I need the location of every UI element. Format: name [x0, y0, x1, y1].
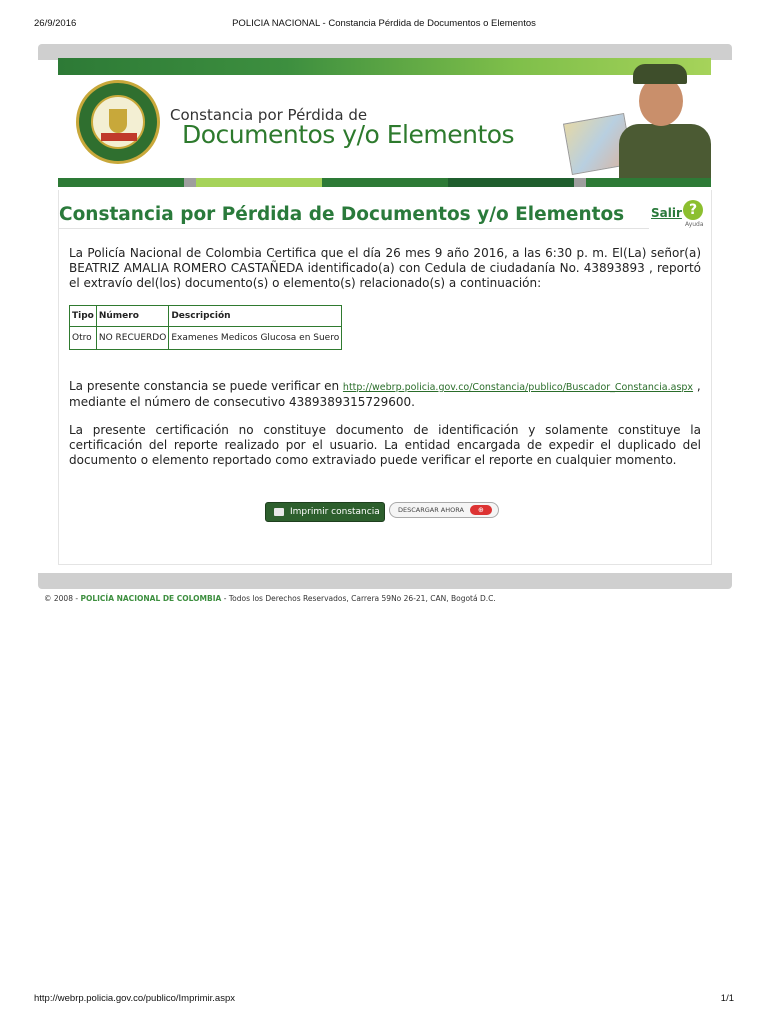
cell-numero: NO RECUERDO	[96, 327, 168, 350]
main-content	[58, 190, 712, 565]
officer-cap	[633, 64, 687, 84]
help-icon[interactable]: ?	[683, 200, 703, 220]
banner-stripe	[184, 178, 196, 187]
print-button[interactable]	[265, 502, 385, 522]
table-header-row	[70, 306, 342, 327]
column-header-tipo: Tipo	[70, 306, 97, 327]
banner-color-stripes	[58, 178, 711, 187]
banner-stripe	[586, 178, 711, 187]
verify-consecutive: mediante el número de consecutivo 4389389315729600.	[69, 395, 415, 409]
copyright-footer	[44, 594, 496, 603]
heading-divider	[59, 228, 649, 229]
copyright-org: POLICÍA NACIONAL DE COLOMBIA	[80, 594, 222, 603]
verify-suffix: ,	[693, 379, 701, 393]
column-header-descripcion: Descripción	[169, 306, 342, 327]
help-label: Ayuda	[685, 221, 704, 228]
disclaimer-text: La presente certificación no constituye documento de identificación y solamente constituye la certificación del reporte realizado por el usuario. La entidad encargada de expedir el duplicado del documento o elemento reportado como extraviado puede verificar el reporte en cualquier momento.	[69, 423, 701, 467]
print-title: POLICIA NACIONAL - Constancia Pérdida de Documentos o Elementos	[232, 18, 536, 29]
download-icon: ⊕	[470, 505, 492, 515]
seal-inner	[91, 95, 145, 149]
printer-icon	[274, 508, 284, 516]
header-banner	[58, 58, 711, 188]
cell-descripcion: Examenes Medicos Glucosa en Suero	[169, 327, 342, 350]
download-button-label: DESCARGAR AHORA	[398, 506, 464, 514]
banner-headline: Documentos y/o Elementos	[182, 120, 515, 149]
cell-tipo: Otro	[70, 327, 97, 350]
column-header-numero: Número	[96, 306, 168, 327]
banner-stripe	[196, 178, 322, 187]
verify-link[interactable]: http://webrp.policia.gov.co/Constancia/publico/Buscador_Constancia.aspx	[342, 382, 694, 393]
print-date: 26/9/2016	[34, 18, 77, 29]
verification-text	[69, 379, 701, 410]
banner-kicker: Constancia por Pérdida de	[170, 106, 368, 124]
verify-prefix: La presente constancia se puede verificar en	[69, 379, 340, 393]
copyright-prefix: © 2008 -	[44, 594, 81, 603]
police-seal-logo	[76, 80, 160, 164]
seal-shield-icon	[109, 109, 127, 133]
banner-stripe	[58, 178, 184, 187]
seal-ribbon	[101, 133, 137, 141]
print-url: http://webrp.policia.gov.co/publico/Imprimir.aspx	[34, 993, 235, 1004]
certification-text: La Policía Nacional de Colombia Certifica que el día 26 mes 9 año 2016, a las 6:30 p. m. El(La) señor(a) BEATRIZ AMALIA ROMERO CASTAÑEDA identificado(a) con Cedula de ciudadanía No. 43893893 , reportó el extravío del(los) documento(s) o elemento(s) relacionado(s) a continuación:	[69, 246, 701, 290]
banner-stripe	[448, 178, 574, 187]
documents-table	[69, 305, 342, 350]
banner-stripe	[322, 178, 448, 187]
banner-stripe	[574, 178, 586, 187]
frame-bottom-bar	[38, 573, 732, 589]
copyright-rest: - Todos los Derechos Reservados, Carrera 59No 26-21, CAN, Bogotá D.C.	[221, 594, 496, 603]
table-row	[70, 327, 342, 350]
page-title: Constancia por Pérdida de Documentos y/o Elementos	[59, 204, 625, 225]
download-button[interactable]	[389, 502, 499, 518]
print-page-number: 1/1	[720, 993, 734, 1004]
logout-link[interactable]: Salir	[651, 206, 682, 220]
officer-photo	[561, 58, 711, 178]
officer-uniform	[619, 124, 711, 178]
print-button-label: Imprimir constancia	[290, 507, 380, 517]
